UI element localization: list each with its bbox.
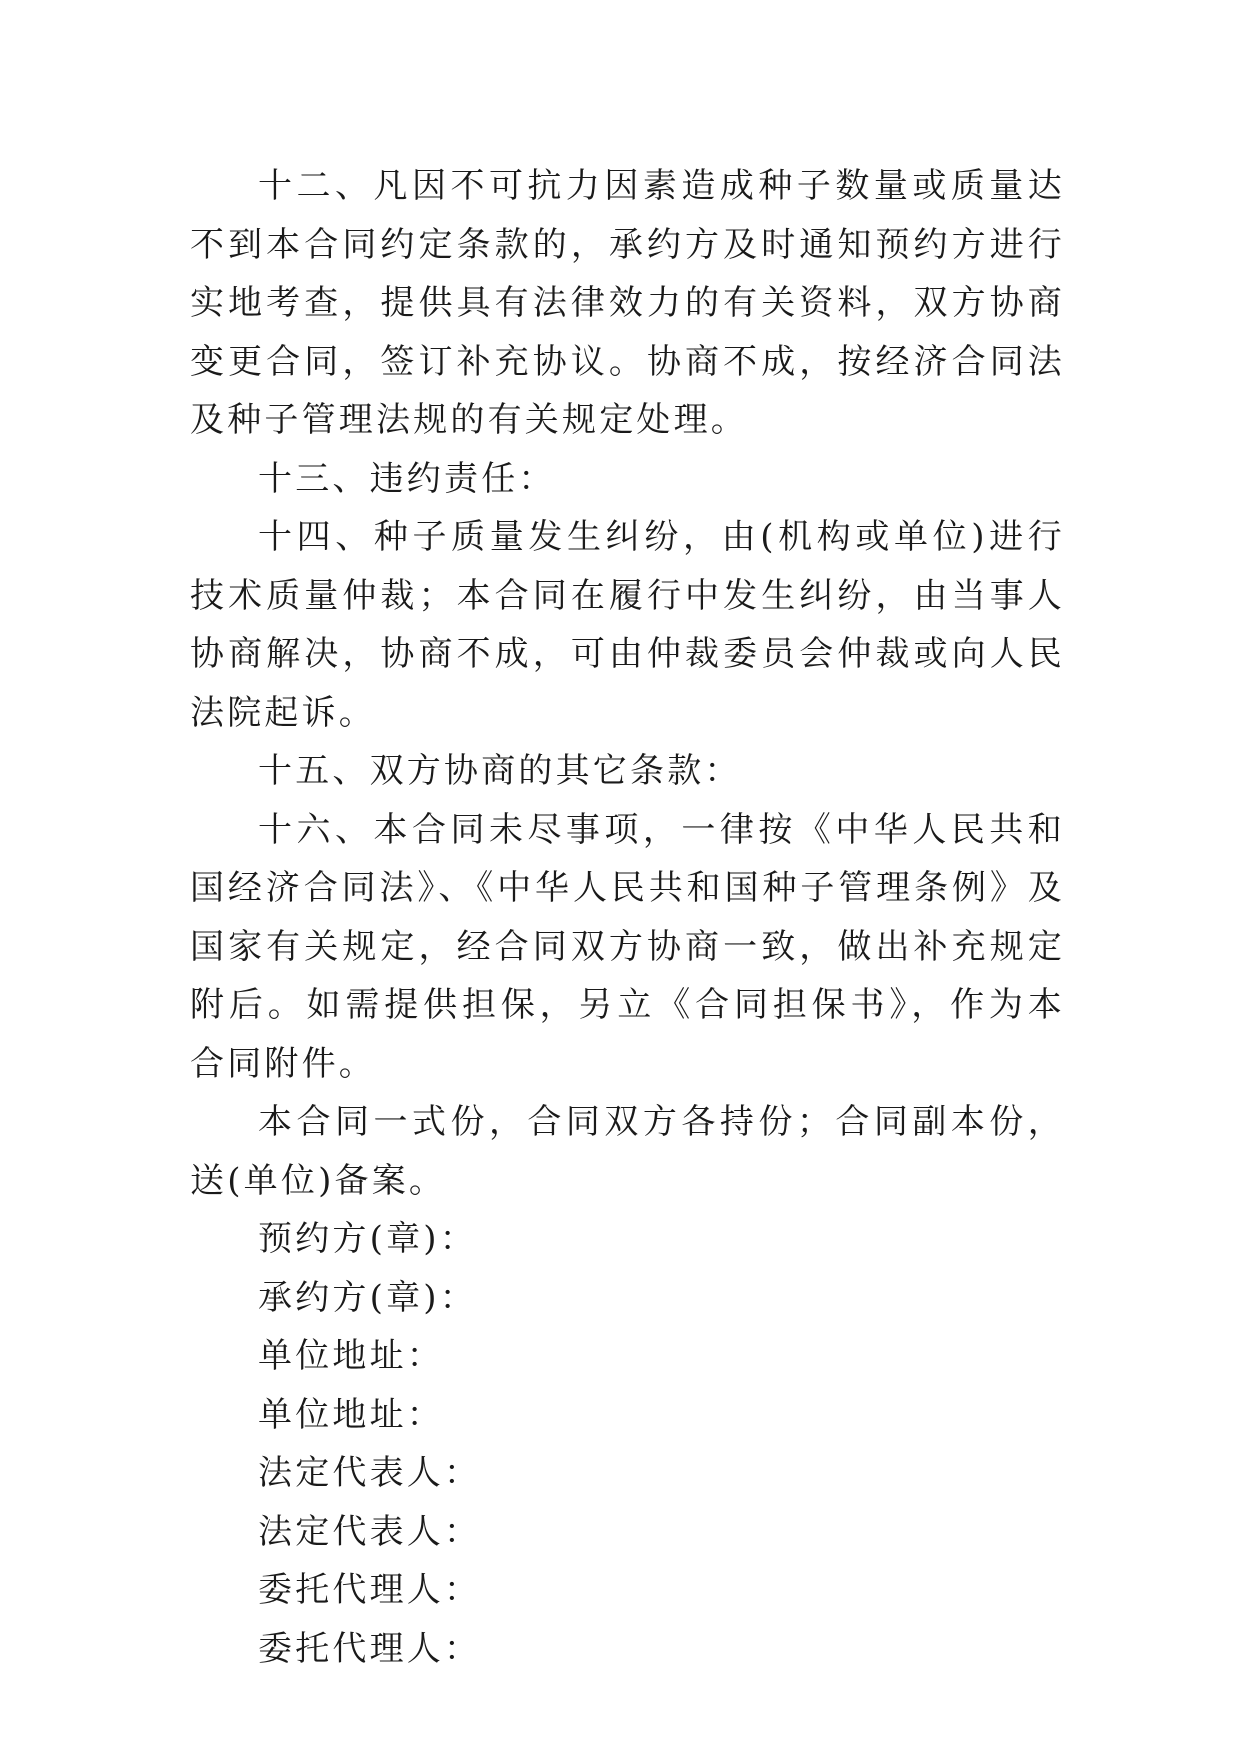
party-a-legal-rep-label: 法定代表人： (258, 1453, 482, 1493)
copies-clause: 本合同一式份，合同双方各持份；合同副本份，送(单位)备案。 (190, 1102, 1065, 1201)
party-b-agent-label: 委托代理人： (258, 1628, 482, 1669)
clause-12: 十二、凡因不可抗力因素造成种子数量或质量达不到本合同约定条款的，承约方及时通知预约方进行实地考查，提供具有法律效力的有关资料，双方协商变更合同，签订补充协议。协商不成，按经济合同法及种子管理法规的有关规定处理。 (190, 166, 1065, 440)
party-a-agent-label: 委托代理人： (258, 1570, 482, 1610)
clause-16: 十六、本合同未尽事项，一律按《中华人民共和国经济合同法》、《中华人民共和国种子管理条例》及国家有关规定，经合同双方协商一致，做出补充规定附后。如需提供担保，另立《合同担保书》，作为本合同附件。 (190, 809, 1065, 1084)
clause-15: 十五、双方协商的其它条款： (258, 751, 742, 791)
party-a-seal-label: 预约方(章)： (258, 1219, 477, 1259)
party-a-address-label: 单位地址： (258, 1336, 444, 1376)
contract-body (190, 157, 1065, 1678)
party-b-legal-rep-label: 法定代表人： (258, 1511, 482, 1552)
party-b-address-label: 单位地址： (258, 1394, 444, 1435)
clause-13: 十三、违约责任： (258, 458, 556, 499)
clause-14: 十四、种子质量发生纠纷，由(机构或单位)进行技术质量仲裁；本合同在履行中发生纠纷，由当事人协商解决，协商不成，可由仲裁委员会仲裁或向人民法院起诉。 (190, 517, 1065, 733)
party-b-seal-label: 承约方(章)： (258, 1277, 477, 1318)
